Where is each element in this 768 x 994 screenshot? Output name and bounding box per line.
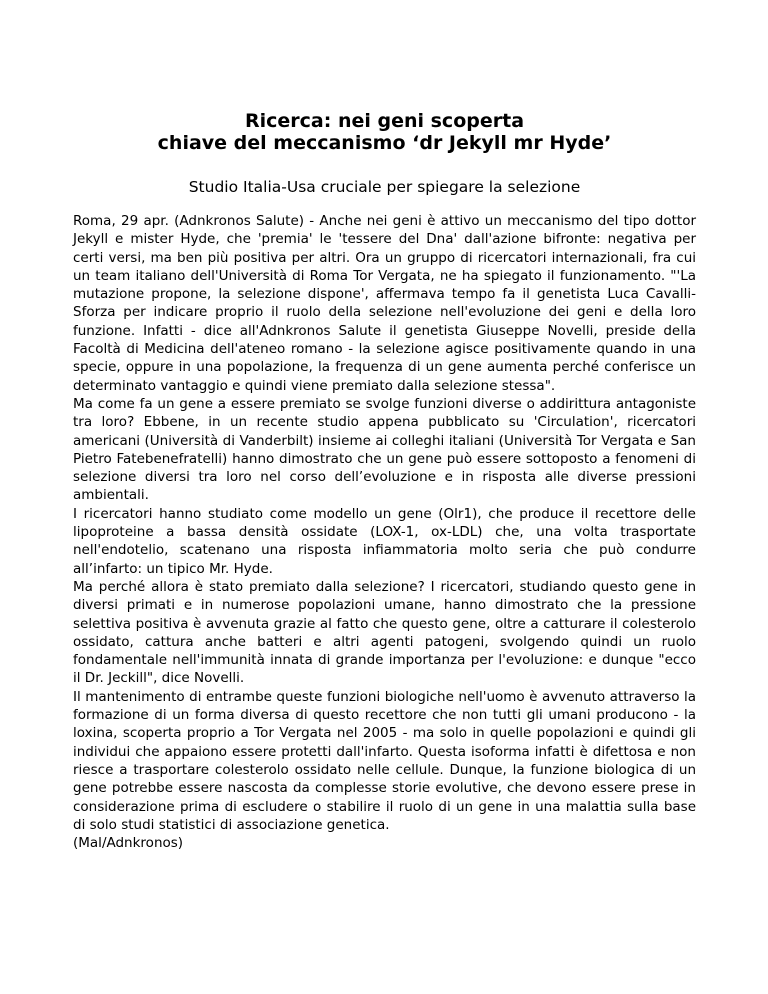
body-paragraph: Roma, 29 apr. (Adnkronos Salute) - Anche nei geni è attivo un meccanismo del tipo dottor Jekyll e mister Hyde, che 'premia' le 'tessere del Dna' dall'azione bifronte: negativa per certi versi, ma ben più positiva per altri. Ora un gruppo di ricercatori internazionali, fra cui un team italiano dell'Università di Roma Tor Vergata, ne ha spiegato il funzionamento. "'La mutazione propone, la selezione dispone', affermava tempo fa il genetista Luca Cavalli-Sforza per indicare proprio il ruolo della selezione nell'evoluzione dei geni e della loro funzione. Infatti - dice all'Adnkronos Salute il genetista Giuseppe Novelli, preside della Facoltà di Medicina dell'ateneo romano - la selezione agisce positivamente quando in una specie, oppure in una popolazione, la frequenza di un gene aumenta perché conferisce un determinato vantaggio e quindi viene premiato dalla selezione stessa". (73, 213, 696, 394)
article-title-line-1: Ricerca: nei geni scoperta (244, 110, 525, 132)
article-subtitle: Studio Italia-Usa cruciale per spiegare la selezione (188, 178, 581, 196)
article-body (73, 212, 696, 852)
body-paragraph: Il mantenimento di entrambe queste funzioni biologiche nell'uomo è avvenuto attraverso la formazione di un forma diversa di questo recettore che non tutti gli umani producono - la loxina, scoperta proprio a Tor Vergata nel 2005 - ma solo in quelle popolazioni e quindi gli individui che appaiono essere protetti dall'infarto. Questa isoforma infatti è difettosa e non riesce a trasportare colesterolo ossidato nelle cellule. Dunque, la funzione biologica di un gene potrebbe essere nascosta da complesse storie evolutive, che devono essere prese in considerazione prima di escludere o stabilire il ruolo di un gene in una malattia sulla base di solo studi statistici di associazione genetica. (73, 688, 696, 833)
body-paragraph: I ricercatori hanno studiato come modello un gene (Olr1), che produce il recettore delle lipoproteine a bassa densità ossidate (LOX-1, ox-LDL) che, una volta trasportate nell'endotelio, scatenano una risposta infiammatoria molto seria che può condurre all’infarto: un tipico Mr. Hyde. (73, 505, 696, 577)
body-paragraph: Ma come fa un gene a essere premiato se svolge funzioni diverse o addirittura antagoniste tra loro? Ebbene, in un recente studio appena pubblicato su 'Circulation', ricercatori americani (Università di Vanderbilt) insieme ai colleghi italiani (Università Tor Vergata e San Pietro Fatebenefratelli) hanno dimostrato che un gene può essere sottoposto a fenomeni di selezione diversi tra loro nel corso dell’evoluzione e in risposta alle diverse pressioni ambientali. (73, 395, 696, 504)
body-paragraph: Ma perché allora è stato premiato dalla selezione? I ricercatori, studiando questo gene in diversi primati e in numerose popolazioni umane, hanno dimostrato che la pressione selettiva positiva è avvenuta grazie al fatto che questo gene, oltre a catturare il colesterolo ossidato, cattura anche batteri e altri agenti patogeni, svolgendo quindi un ruolo fondamentale nell'immunità innata di grande importanza per l'evoluzione: e dunque "ecco il Dr. Jeckill", dice Novelli. (73, 578, 696, 687)
article-signature: (Mal/Adnkronos) (73, 835, 184, 852)
article-title (73, 110, 696, 154)
article-title-line-2: chiave del meccanismo ‘dr Jekyll mr Hyde’ (157, 132, 612, 154)
